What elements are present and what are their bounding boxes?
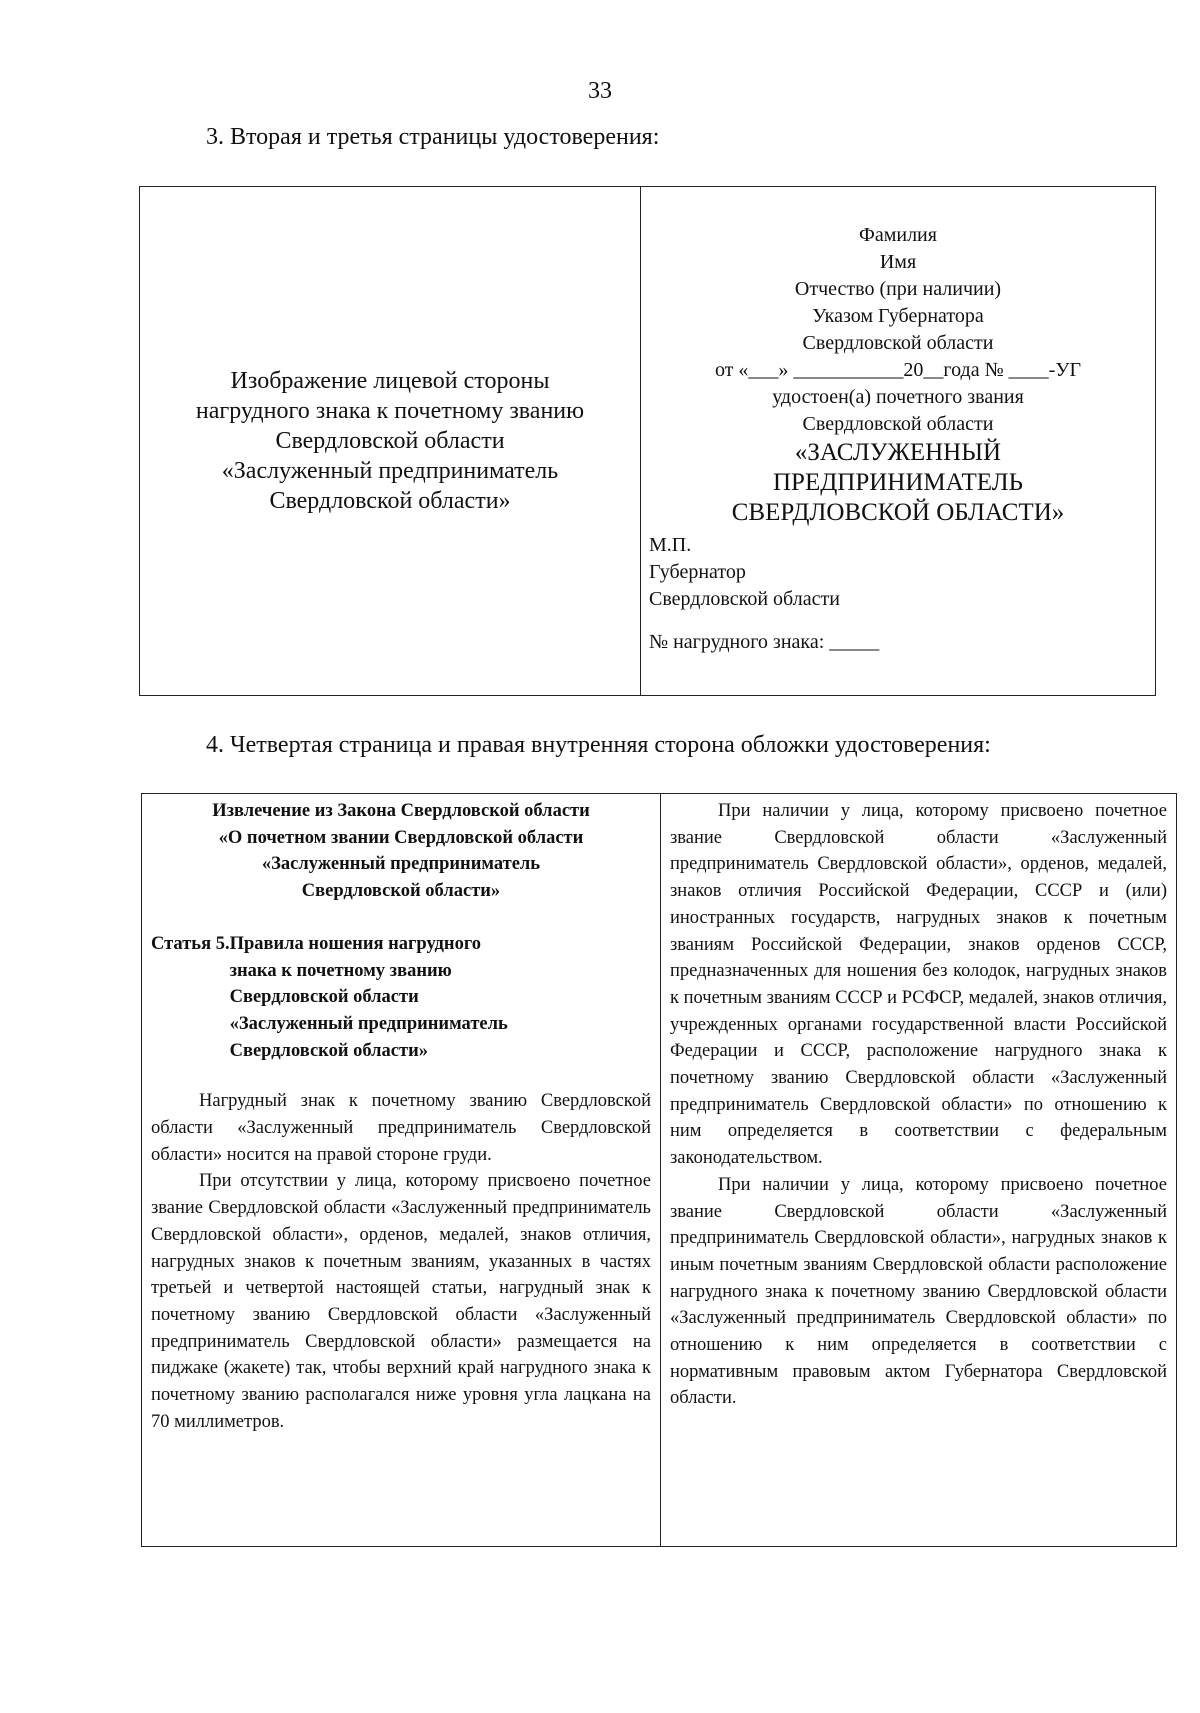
paragraph: Нагрудный знак к почетному званию Свердловской области «Заслуженный предприниматель Свердловской области» носится на правой стороне груди.	[151, 1091, 651, 1165]
badge-image-placeholder	[140, 187, 641, 696]
article-title-line: «Заслуженный предприниматель	[229, 1013, 508, 1034]
wearing-rules-cell	[661, 794, 1177, 1547]
section-4-heading: 4. Четвертая страница и правая внутренняя сторона обложки удостоверения:	[206, 732, 991, 758]
article-title-line: знака к почетному званию	[229, 960, 452, 981]
awarded-line: удостоен(а) почетного звания	[772, 386, 1024, 408]
region-line: Свердловской области	[802, 332, 994, 354]
paragraph: При отсутствии у лица, которому присвоено почетное звание Свердловской области «Заслуженный предприниматель Свердловской области», орденов, медалей, знаков отличия, нагрудных знаков к почетным званиям, указанных в частях третьей и четвертой настоящей статьи, нагрудный знак к почетному званию Свердловской области «Заслуженный предприниматель Свердловской области» размещается на пиджаке (жакете) так, чтобы верхний край нагрудного знака к почетному званию располагался ниже уровня угла лацкана на 70 миллиметров.	[151, 1171, 651, 1432]
title-line: ПРЕДПРИНИМАТЕЛЬ	[772, 469, 1023, 496]
decree-line: Указом Губернатора	[812, 305, 984, 327]
extract-line: Свердловской области»	[301, 881, 501, 902]
article-title-line: Правила ношения нагрудного	[229, 933, 482, 954]
extract-line: «Заслуженный предприниматель	[261, 854, 541, 875]
region-line: Свердловской области	[802, 413, 994, 435]
law-extract-cell	[142, 794, 661, 1547]
certificate-text-cell	[641, 187, 1156, 696]
left-line: Свердловской области»	[269, 488, 511, 514]
governor-line: Свердловской области	[649, 588, 840, 610]
paragraph: При наличии у лица, которому присвоено почетное звание Свердловской области «Заслуженный предприниматель Свердловской области», нагрудных знаков к иным почетным званиям Свердловской области расположение нагрудного знака к почетному званию Свердловской области «Заслуженный предприниматель Свердловской области» по отношению к ним определяется в соответствии с нормативным правовым актом Губернатора Свердловской области.	[670, 1174, 1167, 1409]
section-3-heading: 3. Вторая и третья страницы удостоверения:	[206, 124, 660, 150]
paragraph: При наличии у лица, которому присвоено почетное звание Свердловской области «Заслуженный предприниматель Свердловской области», орденов, медалей, знаков отличия Российской Федерации, СССР и (или) иностранных государств, нагрудных знаков к почетным званиям Российской Федерации, знаков орденов СССР, предназначенных для ношения без колодок, нагрудных знаков к почетным званиям СССР и РСФСР, медалей, знаков отличия, учрежденных органами государственной власти Российской Федерации и СССР, расположение нагрудного знака к почетному званию Свердловской области «Заслуженный предприниматель Свердловской области» по отношению к ним определяется в соответствии с федеральным законодательством.	[670, 801, 1167, 1169]
extract-line: Извлечение из Закона Свердловской области	[212, 801, 590, 821]
date-number-line: от «___» ___________20__года № ____-УГ	[714, 359, 1082, 381]
name-line: Имя	[879, 251, 917, 273]
patronymic-line: Отчество (при наличии)	[794, 278, 1002, 300]
left-line: Свердловской области	[275, 428, 505, 454]
page-number: 33	[588, 78, 612, 104]
badge-number-line: № нагрудного знака: _____	[649, 631, 880, 653]
title-line: «ЗАСЛУЖЕННЫЙ	[794, 439, 1002, 466]
left-line: Изображение лицевой стороны	[230, 368, 550, 394]
article-label: Статья 5.	[151, 933, 230, 954]
left-line: нагрудного знака к почетному званию	[195, 398, 585, 424]
article-title	[230, 931, 651, 1065]
certificate-pages-2-3-table	[139, 186, 1156, 696]
left-line: «Заслуженный предприниматель	[221, 458, 559, 484]
certificate-page-4-table	[141, 793, 1177, 1547]
seal-mark: М.П.	[649, 534, 692, 556]
surname-line: Фамилия	[859, 224, 937, 246]
article-title-line: Свердловской области	[229, 987, 419, 1008]
title-line: СВЕРДЛОВСКОЙ ОБЛАСТИ»	[731, 499, 1065, 526]
article-title-line: Свердловской области»	[229, 1040, 428, 1061]
article-heading	[151, 931, 651, 1065]
governor-line: Губернатор	[649, 561, 746, 583]
extract-line: «О почетном звании Свердловской области	[218, 827, 584, 848]
